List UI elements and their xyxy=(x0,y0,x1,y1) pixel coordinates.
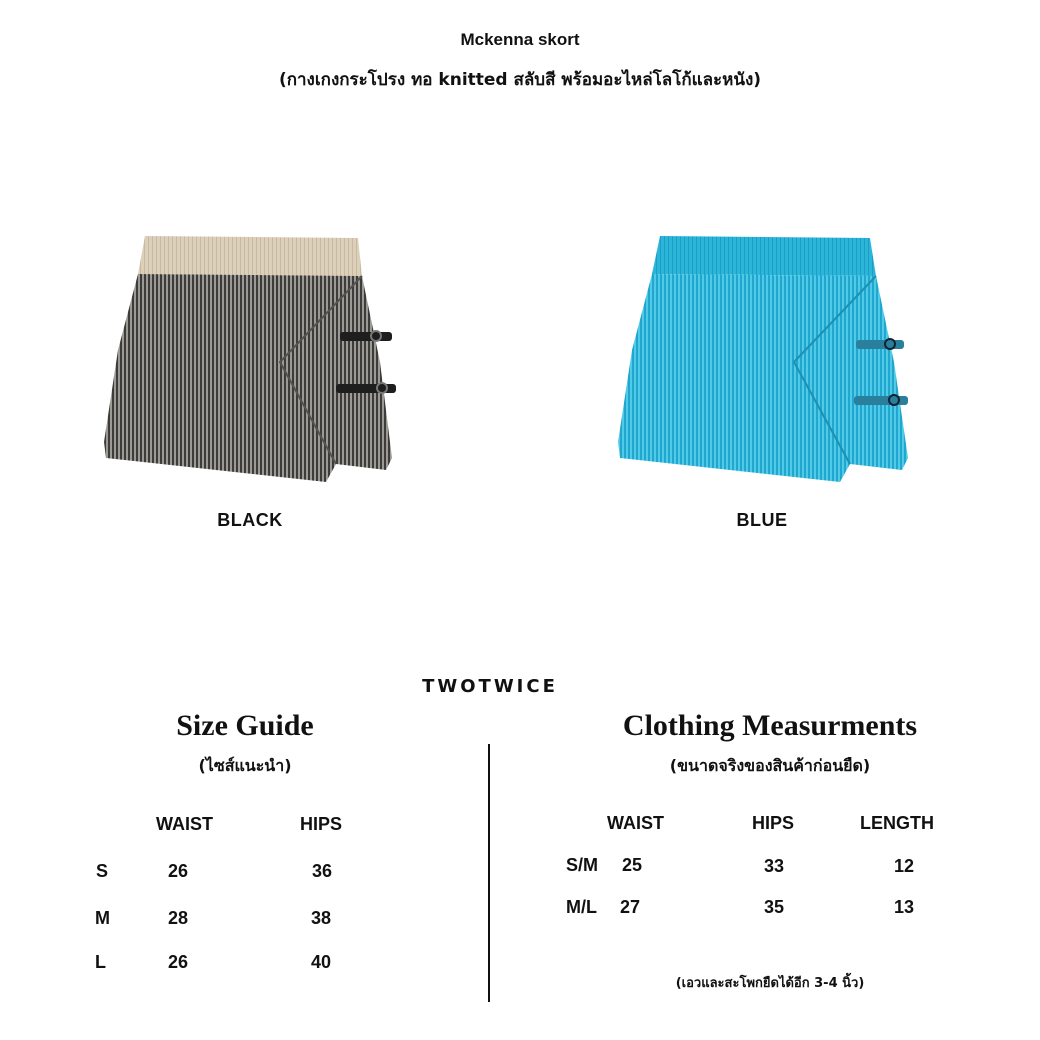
size-guide-row-m-waist: 28 xyxy=(168,908,189,928)
size-guide-row-m-hips: 38 xyxy=(311,908,332,928)
size-guide-title: Size Guide xyxy=(176,709,314,742)
black-skort-strap-top xyxy=(340,332,392,341)
size-guide-subtitle: (ไซส์แนะนำ) xyxy=(198,756,292,775)
size-guide-row-l-waist: 26 xyxy=(168,952,189,972)
variant-label-blue: BLUE xyxy=(736,510,788,530)
blue-skort-strap-top xyxy=(856,340,904,349)
brand-name: TWOTWICE xyxy=(422,676,558,697)
variant-label-black: BLACK xyxy=(217,510,283,530)
black-skort-image xyxy=(100,232,400,502)
measurements-row-ml-length: 13 xyxy=(894,897,915,917)
blue-skort-body xyxy=(618,274,908,482)
measurements-row-ml-hips: 35 xyxy=(764,897,785,917)
size-guide-row-s-size: S xyxy=(96,861,109,881)
section-divider xyxy=(488,744,490,1002)
blue-skort-image xyxy=(612,232,912,502)
product-subtitle: (กางเกงกระโปรง ทอ knitted สลับสี พร้อมอะไหล่โลโก้และหนัง) xyxy=(278,70,762,90)
measurements-note: (เอวและสะโพกยืดได้อีก 3-4 นิ้ว) xyxy=(675,976,865,991)
size-guide-header-hips: HIPS xyxy=(300,814,343,834)
size-guide-row-s-waist: 26 xyxy=(168,861,189,881)
measurements-row-sm-hips: 33 xyxy=(764,856,785,876)
black-skort-waistband xyxy=(138,236,362,276)
measurements-title: Clothing Measurments xyxy=(622,709,918,742)
size-guide-row-l-hips: 40 xyxy=(311,952,332,972)
measurements-row-ml-waist: 27 xyxy=(620,897,641,917)
measurements-row-ml-size: M/L xyxy=(566,897,597,917)
size-guide-row-m-size: M xyxy=(95,908,110,928)
measurements-header-waist: WAIST xyxy=(607,813,664,833)
size-guide-header-waist: WAIST xyxy=(156,814,213,834)
measurements-header-hips: HIPS xyxy=(752,813,795,833)
measurements-row-sm-size: S/M xyxy=(566,855,599,875)
product-title: Mckenna skort xyxy=(460,30,580,49)
black-skort-body xyxy=(104,274,392,482)
measurements-row-sm-waist: 25 xyxy=(622,855,643,875)
size-guide-row-l-size: L xyxy=(95,952,106,972)
measurements-row-sm-length: 12 xyxy=(894,856,915,876)
blue-skort-waistband xyxy=(652,236,876,276)
size-guide-row-s-hips: 36 xyxy=(312,861,333,881)
measurements-subtitle: (ขนาดจริงของสินค้าก่อนยืด) xyxy=(669,756,871,775)
measurements-header-length: LENGTH xyxy=(860,813,934,833)
